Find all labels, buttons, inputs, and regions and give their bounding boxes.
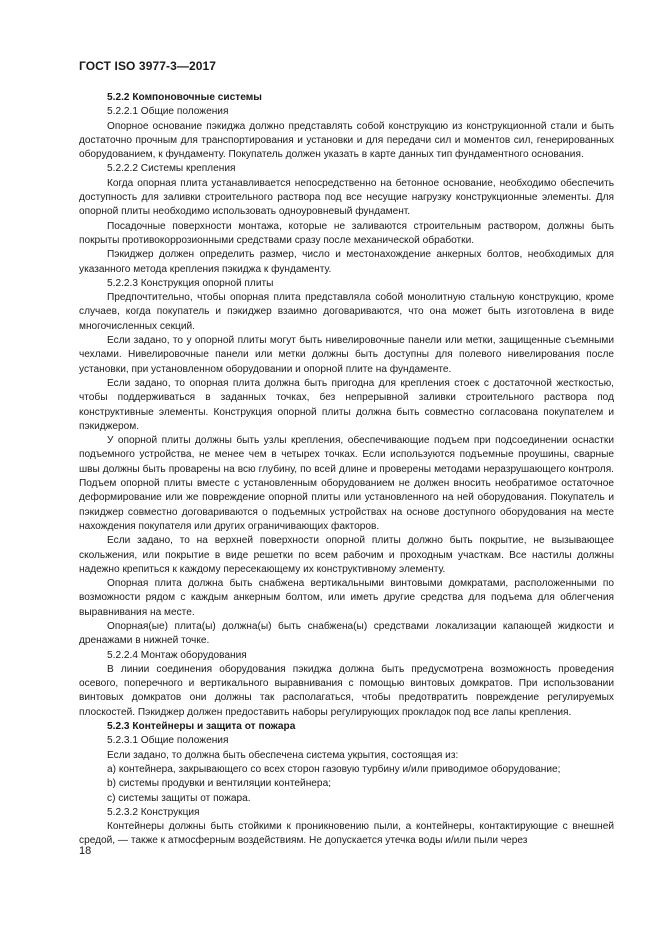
document-header: ГОСТ ISO 3977-3—2017	[79, 59, 217, 73]
list-item: b) системы продувки и вентиляции контейнера;	[107, 778, 332, 790]
paragraph: Опорное основание пэкиджа должно представлять собой конструкцию из конструкционной стали и быть достаточно прочным для транспортирования и установки и для передачи сил и моментов сил, генерированных оборудованием, к фундаменту. Покупатель должен указать в карте данных тип фундаментного основания.	[79, 120, 614, 161]
subsection-heading: 5.2.2.3 Конструкция опорной плиты	[107, 277, 274, 289]
paragraph: Контейнеры должны быть стойкими к проникновению пыли, а контейнеры, контактирующие с внешней средой, — также к атмосферным воздействиям. Не допускается утечка воды и/или пыли через	[79, 821, 614, 847]
paragraph: В линии соединения оборудования пэкиджа должна быть предусмотрена возможность проведения осевого, поперечного и вертикального выравнивания с помощью винтовых домкратов. При использовании винтовых домкратов они должны так располагаться, чтобы предотвратить повреждение регулируемых плоскостей. Пэкиджер должен предоставить наборы регулирующих прокладок под все лапы крепления.	[79, 663, 614, 718]
page-number: 18	[79, 845, 92, 857]
section-heading: 5.2.3 Контейнеры и защита от пожара	[107, 721, 296, 733]
paragraph: Когда опорная плита устанавливается непосредственно на бетонное основание, необходимо обеспечить доступность для заливки строительного раствора под все несущие нагрузку конструкционные элементы. Для опорной плиты необходимо использовать одноуровневый фундамент.	[79, 177, 614, 218]
paragraph: Если задано, то у опорной плиты могут быть нивелировочные панели или метки, защищенные съемными чехлами. Нивелировочные панели или метки должны быть доступны для полевого нивелирования после установки, при установленном оборудовании и опорной плите на фундаменте.	[79, 335, 614, 375]
paragraph: Предпочтительно, чтобы опорная плита представляла собой монолитную стальную конструкцию, кроме случаев, когда покупатель и пэкиджер взаимно договариваются, что она может быть изготовлена в виде многочисленных секций.	[79, 292, 614, 332]
paragraph: Посадочные поверхности монтажа, которые не заливаются строительным раствором, должны быть покрыты противокоррозионными средствами сразу после механической обработки.	[79, 220, 614, 246]
section-heading: 5.2.2 Компоновочные системы	[107, 92, 262, 103]
paragraph: Если задано, то должна быть обеспечена система укрытия, состоящая из:	[107, 749, 459, 761]
list-item: c) системы защиты от пожара.	[107, 792, 251, 804]
subsection-heading: 5.2.2.1 Общие положения	[107, 106, 229, 118]
paragraph: У опорной плиты должны быть узлы крепления, обеспечивающие подъем при подсоединении оснастки подъемного устройства, не менее чем в четырех точках. Если используются подъемные проушины, сварные швы должны быть проварены на всю глубину, по всей длине и проверены методами неразрушающего контроля. Подъем опорной плиты вместе с установленным оборудованием не должен вносить необратимое остаточное деформирование или же повреждение опорной плиты или установленного на ней оборудования. Покупатель и пэкиджер совместно договариваются о подъемных устройствах на основе доступного оборудования на месте нахождения покупателя или других ограничивающих факторов.	[79, 435, 614, 532]
subsection-heading: 5.2.2.2 Системы крепления	[107, 163, 236, 175]
paragraph: Если задано, то на верхней поверхности опорной плиты должно быть покрытие, не вызывающее скольжения, или покрытие в виде решетки по всем рабочим и проходным участкам. Все настилы должны надежно крепиться к каждому пересекающему их конструктивному элементу.	[79, 535, 614, 575]
subsection-heading: 5.2.3.2 Конструкция	[107, 806, 200, 818]
list-item: a) контейнера, закрывающего со всех сторон газовую турбину и/или приводимое оборудование;	[107, 763, 561, 775]
document-body	[79, 91, 614, 849]
subsection-heading: 5.2.3.1 Общие положения	[107, 735, 229, 747]
paragraph: Опорная(ые) плита(ы) должна(ы) быть снабжена(ы) средствами локализации капающей жидкости и дренажами в нижней точке.	[79, 620, 614, 647]
subsection-heading: 5.2.2.4 Монтаж оборудования	[107, 649, 247, 661]
paragraph: Пэкиджер должен определить размер, число и местонахождение анкерных болтов, необходимых для указанного метода крепления пэкиджа к фундаменту.	[79, 249, 614, 275]
paragraph: Если задано, то опорная плита должна быть пригодна для крепления стоек с достаточной жесткостью, чтобы поддерживаться в заданных точках, без непрерывной заливки строительного раствора под конструктивные элементы. Конструкция опорной плиты должна быть совместно согласована покупателем и пэкиджером.	[79, 377, 614, 432]
paragraph: Опорная плита должна быть снабжена вертикальными винтовыми домкратами, расположенными по возможности рядом с каждым анкерным болтом, или иметь другие средства для подъема для облегчения выравнивания на месте.	[79, 578, 614, 618]
